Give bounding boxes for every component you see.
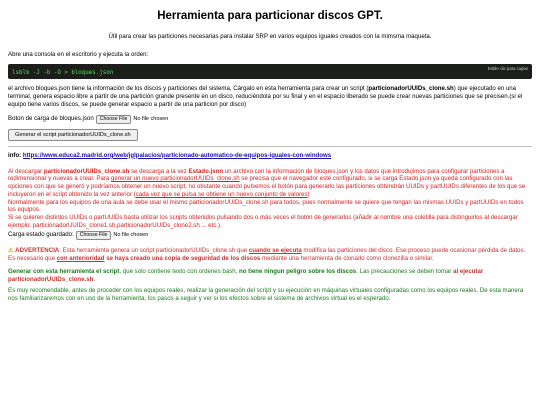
when-executed-note: cuando se ejecuta <box>248 246 302 254</box>
bloques-description <box>8 85 532 108</box>
text-segment: se precisa que el navegador esté configurado, si se carga Estado.json ya queda configurado con las opciones con que se generó y podríamos obtener un nuevo script, no obstante cuando pulsemos el botón para generarlo las particiones obtendrán UUIDs y partUUIDs diferentes de los que se incluyeron en el script obtenido la vez anterior ( <box>8 175 526 198</box>
warning-paragraph <box>8 247 532 263</box>
same-script-note: Normalmente para los equipos de una aula se debe usar el mismo particionadorUUIDs_clone.sh para todos, pues normalmente se quiere que tengan las mismas UUIDs y partUUIDs en todos los equipos. <box>8 198 524 214</box>
safe-generation-note <box>8 268 532 284</box>
load-state-label: Carga estado guardado: <box>8 231 74 239</box>
info-line <box>8 152 532 160</box>
page-subtitle: Útil para crear las particiones necesarias para instalar SRP en varios equipos iguales creados con la mimsma maqueta. <box>108 32 432 40</box>
load-bloques-label: Boton de carga de bloques.json <box>8 115 94 123</box>
estado-paragraph <box>8 168 532 199</box>
warning-label: ADVERTENCIA <box>15 246 60 254</box>
command-text[interactable]: lsblk -J -b -O > bloques.json <box>12 70 114 77</box>
recommendation-paragraph: Es muy recomendable, antes de proceder con los equipos reales, realizar la generación del script y su ejecución en máquinas virtuales configuradas como los equipos reales. De esta manera nos familiarizaremos con en uso de la herramienta, los pasos a seguir y ver si los efectos sobre el sistema de archivios virtual es el esperado. <box>8 287 524 302</box>
new-values-note: cada vez que se pulsa se obtiene un nuevo conjunto de valores <box>135 190 308 198</box>
different-uuids-note: Si se quieren distintos UUIDs o partUUIDs basta utilizar los scripts obtenidos pulsando dos o más veces el botón de generarlos (añadir al nombre una coletilla para distinguirlos al descargar ejemplo: particionadorUUIDs_clone1.sh,particionadorUUIDs_clone2.sh ... etc.). <box>8 214 518 230</box>
no-file-text: No file chosen <box>113 231 149 238</box>
no-file-text: No file chosen <box>133 115 169 122</box>
intro-text: Abre una consola en el escritorio y ejecuta la orden: <box>8 50 149 58</box>
execute-caution-note: al ejecutar particionadorUUIDs_clone.sh <box>8 268 484 284</box>
text-segment: ) <box>307 190 310 198</box>
text-segment: Al descargar <box>8 167 44 175</box>
copy-button[interactable]: Doble clic para copiar <box>487 66 528 72</box>
info-link[interactable]: https://www.educa2.madrid.org/web/jglpalacios/particionado-automatico-de-equipos-iguales-con-windows <box>22 151 332 159</box>
text-segment: ) que ejecutado en una terminal, genera espacio libre a partir de una partición grande presente en un disco, reduciéndola por su final y en el espacio liberado se puede crear nuevas particiones que se precisen.(si el equipo tiene varios discos, se puede generar espacio a partir de una particion por disco) <box>8 85 523 108</box>
page-title: Herramienta para particionar discos GPT. <box>157 10 383 22</box>
estado-file-name: Estado.json <box>188 167 224 175</box>
divider <box>8 146 532 147</box>
no-danger-note: no tiene ningun peligro sobre los discos <box>239 268 357 276</box>
backup-note: se haya creado una copia de seguridad de los discos <box>104 254 261 262</box>
text-segment: : Esta herramienta genera un script particionadorUUIDs_clone.sh que <box>59 246 249 254</box>
generate-script-button[interactable]: Generar el script particionadorUUIDs_clone.sh <box>8 129 138 141</box>
load-state-row <box>8 231 532 240</box>
choose-file-state-button[interactable]: Choose File <box>76 231 112 240</box>
command-code-box[interactable] <box>8 64 532 79</box>
load-bloques-row <box>8 115 532 124</box>
text-segment: Generar con esta herramienta el script <box>8 268 120 276</box>
generate-new-note: generar un nuevo particionadorUUIDs_clone.sh <box>110 175 240 183</box>
warning-icon: ⚠ <box>8 246 14 254</box>
text-segment: el archivo bloques.json tiene la información de los discos y particiones del sistema, Cárgalo en esta herramienta para crear un script ( <box>8 85 369 93</box>
text-segment: mediante una herramienta de clonado como clonezilla o similar. <box>260 254 434 262</box>
script-name: particionadorUUIDs_clone.sh <box>368 85 454 93</box>
text-segment: . Las precauciones se deben tomar <box>356 268 454 276</box>
text-segment: , que solo contiene texto con ordenes bash, <box>119 268 240 276</box>
script-name: particionadorUUIDs_clone.sh <box>43 167 130 175</box>
text-segment: se descarga a la vez <box>129 167 189 175</box>
beforehand-note: con anterioridad <box>56 254 105 262</box>
info-label: info: <box>8 151 22 159</box>
estado-section <box>8 168 532 240</box>
choose-file-bloques-button[interactable]: Choose File <box>96 115 132 124</box>
text-segment: modifica las particiones del disco. Ese proceso puede ocasionar pérdida de datos. Es necesario que <box>8 246 526 262</box>
text-segment: . <box>93 276 96 284</box>
text-segment: un archivo con la información de bloques.json y los datos que introdujimos para configurar particiones a redimensionar y nuevas a crear. Para <box>8 167 505 183</box>
